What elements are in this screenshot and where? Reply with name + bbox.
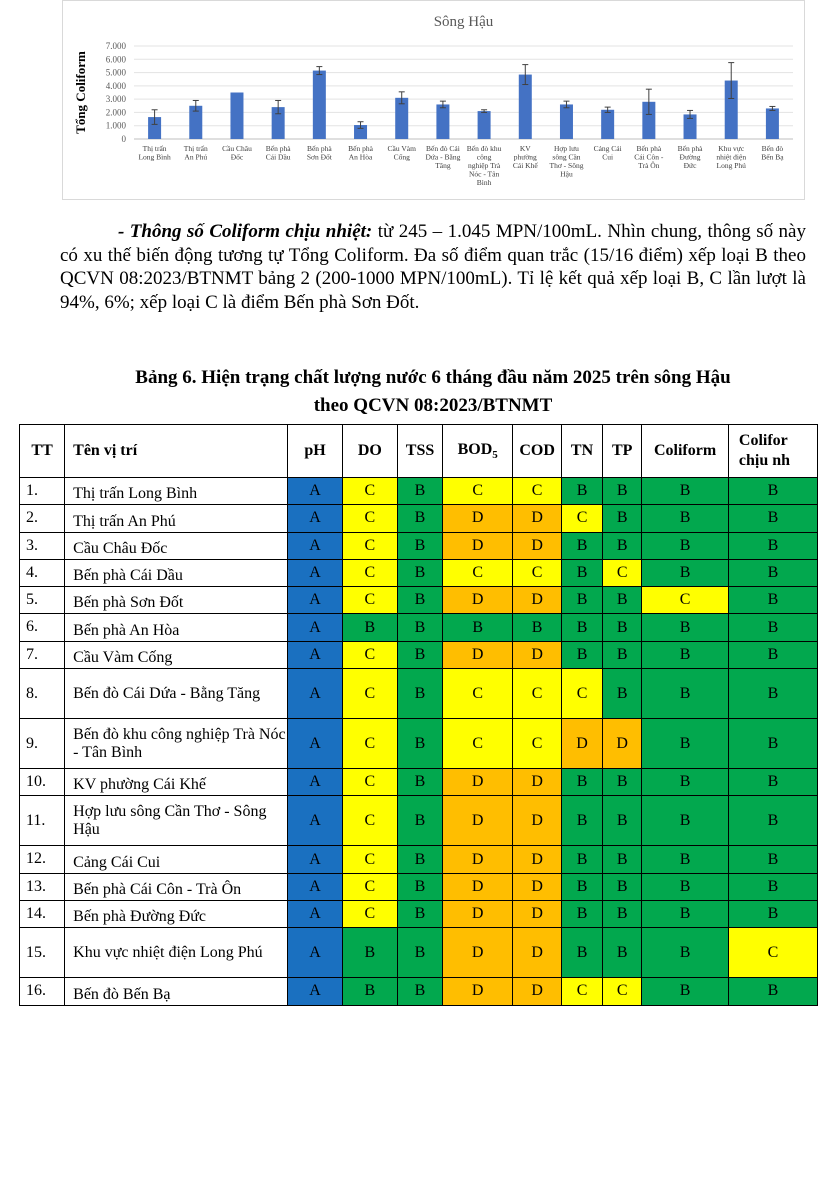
x-tick-line: Cui [602,152,614,162]
cell-ph: A [288,873,343,900]
cell-tss: B [397,669,442,719]
cell-coliform: B [642,846,729,873]
cell-cod: C [513,478,562,505]
x-tick-line: Bến đò Cái [426,144,460,153]
y-tick-label: 2.000 [105,107,126,118]
table-caption [40,364,818,420]
x-tick-line: Đốc [230,152,244,162]
cell-tn: B [561,478,602,505]
x-tick-label [761,144,784,162]
cell-coliform: B [642,641,729,668]
cell-cod: D [513,505,562,532]
cell-coliform: B [642,719,729,769]
y-tick-label: 7.000 [105,41,126,51]
cell-tp: D [603,719,642,769]
header-location: Tên vị trí [65,425,288,478]
table-row [20,719,818,769]
cell-coliform: B [642,478,729,505]
row-number: 2. [20,505,65,532]
row-location: Cảng Cái Cui [65,846,288,873]
table-row [20,614,818,641]
cell-tss: B [397,641,442,668]
table-row [20,669,818,719]
row-number: 3. [20,532,65,559]
x-tick-label [348,144,373,162]
x-tick-label [716,144,746,170]
cell-ph: A [288,532,343,559]
row-number: 13. [20,873,65,900]
cell-do: B [342,978,397,1005]
x-tick-line: Thị trấn [183,144,208,153]
cell-tss: B [397,532,442,559]
cell-coliform: B [642,614,729,641]
coliform-paragraph [60,220,806,314]
row-location: Hợp lưu sông Cần Thơ - Sông Hậu [65,796,288,846]
cell-tn: B [561,587,602,614]
table-row [20,641,818,668]
cell-bod5: D [443,900,513,927]
cell-bod5: C [443,559,513,586]
x-tick-line: Hợp lưu [554,144,579,153]
cell-do: C [342,769,397,796]
x-tick-line: sông Cần [552,152,581,162]
cell-coliform: B [642,796,729,846]
x-tick-line: công [476,152,492,162]
cell-thermo-coliform: B [728,769,817,796]
x-tick-line: Long Bình [138,152,171,162]
cell-cod: C [513,669,562,719]
x-tick-line: Bến phà [306,144,332,153]
cell-tn: B [561,928,602,978]
header-ph: pH [288,425,343,478]
cell-tn: B [561,614,602,641]
cell-cod: B [513,614,562,641]
x-tick-label [307,144,333,162]
table-row [20,846,818,873]
row-number: 15. [20,928,65,978]
bar [601,110,614,139]
y-tick-label: 1.000 [105,120,126,131]
row-location: Thị trấn Long Bình [65,478,288,505]
cell-bod5: C [443,669,513,719]
header-tt: TT [20,425,65,478]
x-tick-line: Bến phà [265,144,291,153]
row-number: 5. [20,587,65,614]
header-thermo-coliform [728,425,817,478]
row-location: Thị trấn An Phú [65,505,288,532]
cell-tp: B [603,769,642,796]
cell-cod: D [513,873,562,900]
row-number: 7. [20,641,65,668]
x-tick-line: nhiệt điện [716,152,747,162]
bar [560,104,573,139]
cell-bod5: D [443,641,513,668]
cell-tn: B [561,641,602,668]
cell-do: C [342,846,397,873]
x-tick-line: Long Phú [716,161,746,170]
cell-bod5: C [443,719,513,769]
x-tick-line: Khu vực [718,144,745,153]
cell-ph: A [288,559,343,586]
bar [766,108,779,139]
x-tick-label [678,144,703,170]
x-tick-line: Nóc - Tân [468,169,500,179]
cell-thermo-coliform: B [728,873,817,900]
cell-thermo-coliform: B [728,669,817,719]
cell-thermo-coliform: B [728,614,817,641]
cell-thermo-coliform: B [728,796,817,846]
cell-do: B [342,614,397,641]
cell-tp: B [603,614,642,641]
x-tick-line: KV [519,144,531,153]
cell-tn: C [561,505,602,532]
cell-cod: D [513,928,562,978]
cell-tss: B [397,478,442,505]
cell-do: C [342,478,397,505]
row-location: Bến đò Cái Dứa - Bằng Tăng [65,669,288,719]
row-number: 4. [20,559,65,586]
cell-thermo-coliform: B [728,478,817,505]
cell-tss: B [397,928,442,978]
cell-tp: C [603,559,642,586]
cell-cod: D [513,532,562,559]
cell-tn: B [561,532,602,559]
x-tick-line: Cống [393,152,410,162]
chart-canvas [63,1,806,201]
cell-thermo-coliform: B [728,978,817,1005]
cell-tp: B [603,532,642,559]
table-header-row [20,425,818,478]
cell-do: B [342,928,397,978]
cell-bod5: D [443,978,513,1005]
cell-tn: B [561,873,602,900]
row-number: 16. [20,978,65,1005]
header-tp: TP [603,425,642,478]
cell-ph: A [288,978,343,1005]
water-quality-table [19,424,818,1006]
cell-cod: D [513,796,562,846]
cell-tp: B [603,873,642,900]
cell-ph: A [288,900,343,927]
cell-ph: A [288,478,343,505]
cell-thermo-coliform: B [728,641,817,668]
bar-chart [62,0,805,200]
x-tick-label [513,144,538,170]
header-bod-main: BOD [457,440,493,458]
cell-cod: C [513,559,562,586]
x-tick-line: Sơn Đốt [306,152,332,162]
cell-coliform: B [642,532,729,559]
row-location: Bến phà Cái Dầu [65,559,288,586]
x-tick-line: Cảng Cái [593,144,622,153]
cell-tss: B [397,559,442,586]
x-tick-label [549,144,583,179]
table-row [20,796,818,846]
row-location: Cầu Châu Đốc [65,532,288,559]
cell-ph: A [288,719,343,769]
bar [478,111,491,139]
cell-coliform: B [642,928,729,978]
cell-bod5: D [443,846,513,873]
cell-thermo-coliform: B [728,719,817,769]
table-row [20,559,818,586]
table-row [20,478,818,505]
header-thermo-line-1: Colifor [738,432,788,449]
cell-bod5: D [443,928,513,978]
header-tss: TSS [397,425,442,478]
cell-thermo-coliform: B [728,846,817,873]
cell-bod5: D [443,796,513,846]
x-tick-line: nghiệp Trà [467,161,501,170]
row-location: Bến đò Bến Bạ [65,978,288,1005]
y-tick-label: 0 [121,134,126,144]
cell-ph: A [288,928,343,978]
table-row [20,928,818,978]
cell-tp: B [603,928,642,978]
header-bod-sub: 5 [492,449,498,462]
cell-tss: B [397,873,442,900]
cell-tp: B [603,478,642,505]
x-tick-line: Bình [476,178,492,187]
row-location: Khu vực nhiệt điện Long Phú [65,928,288,978]
cell-do: C [342,559,397,586]
cell-tn: C [561,978,602,1005]
cell-do: C [342,719,397,769]
x-tick-line: Bến đò khu [466,144,502,153]
x-tick-label [467,144,502,187]
cell-cod: D [513,900,562,927]
x-tick-line: Đường [679,152,701,162]
bar [230,93,243,140]
x-tick-label [388,144,417,162]
x-tick-line: Đức [683,161,697,170]
x-tick-line: Bến Bạ [761,152,784,162]
x-tick-line: Bến phà [348,144,373,153]
cell-ph: A [288,846,343,873]
cell-coliform: B [642,978,729,1005]
cell-ph: A [288,669,343,719]
x-tick-line: phường [513,152,537,162]
cell-tss: B [397,900,442,927]
y-axis-label: Tổng Coliform [73,51,88,134]
x-tick-line: Tăng [435,161,451,170]
cell-bod5: D [443,873,513,900]
row-number: 12. [20,846,65,873]
cell-do: C [342,669,397,719]
cell-cod: C [513,719,562,769]
cell-bod5: D [443,769,513,796]
cell-coliform: B [642,559,729,586]
row-number: 9. [20,719,65,769]
cell-bod5: C [443,478,513,505]
x-tick-line: Hậu [560,169,573,179]
x-tick-label [138,144,171,162]
x-tick-line: Thơ - Sông [549,161,584,170]
cell-thermo-coliform: B [728,900,817,927]
cell-ph: A [288,505,343,532]
cell-thermo-coliform: B [728,505,817,532]
cell-thermo-coliform: C [728,928,817,978]
cell-tp: B [603,796,642,846]
cell-ph: A [288,641,343,668]
cell-tss: B [397,719,442,769]
cell-tn: B [561,846,602,873]
cell-tp: B [603,846,642,873]
cell-coliform: C [642,587,729,614]
cell-tp: B [603,669,642,719]
cell-coliform: B [642,769,729,796]
cell-do: C [342,505,397,532]
cell-coliform: B [642,669,729,719]
cell-cod: D [513,641,562,668]
paragraph-lead: - Thông số Coliform chịu nhiệt: [118,221,373,242]
row-location: Bến đò khu công nghiệp Trà Nóc - Tân Bình [65,719,288,769]
chart-title: Sông Hậu [433,14,494,30]
cell-thermo-coliform: B [728,559,817,586]
bar [313,71,326,139]
cell-do: C [342,641,397,668]
row-location: Bến phà Đường Đức [65,900,288,927]
table-row [20,873,818,900]
x-tick-label [425,144,460,170]
cell-tp: B [603,587,642,614]
x-tick-line: Cái Dầu [265,152,291,162]
cell-tss: B [397,796,442,846]
cell-tp: B [603,505,642,532]
x-tick-line: An Phú [184,152,208,162]
x-tick-line: Cầu Châu [222,144,252,153]
cell-tss: B [397,587,442,614]
cell-tp: B [603,900,642,927]
y-tick-label: 5.000 [105,67,126,78]
header-thermo-line-2: chịu nh [738,452,791,469]
table-row [20,900,818,927]
table-row [20,978,818,1005]
cell-bod5: D [443,532,513,559]
table-row [20,505,818,532]
cell-bod5: D [443,587,513,614]
cell-tn: B [561,796,602,846]
x-tick-line: Cầu Vàm [387,144,416,153]
paragraph-body: từ 245 – 1.045 MPN/100mL. Nhìn chung, thông số này có xu thế biến động tương tự Tổng Coliform. Đa số điểm quan trắc (15/16 điểm) xếp loại B theo QCVN 08:2023/BTNMT bảng 2 (200-1000 MPN/100mL). Tỉ lệ kết quả xếp loại B, C lần lượt là 94%, 6%; xếp loại C là điểm Bến phà Sơn Đốt. [60,221,806,313]
cell-cod: D [513,978,562,1005]
y-tick-label: 3.000 [105,94,126,105]
cell-do: C [342,873,397,900]
cell-tn: C [561,669,602,719]
y-tick-label: 4.000 [105,80,126,91]
cell-ph: A [288,614,343,641]
cell-coliform: B [642,873,729,900]
table-row [20,587,818,614]
row-location: KV phường Cái Khế [65,769,288,796]
x-tick-line: Cái Khế [512,161,538,170]
cell-do: C [342,532,397,559]
x-tick-label [184,144,208,162]
cell-tn: D [561,719,602,769]
cell-cod: D [513,846,562,873]
cell-do: C [342,587,397,614]
cell-tss: B [397,769,442,796]
row-number: 14. [20,900,65,927]
row-location: Bến phà An Hòa [65,614,288,641]
x-tick-line: Bến phà [677,144,703,153]
row-location: Bến phà Sơn Đốt [65,587,288,614]
x-tick-line: An Hòa [348,152,373,162]
cell-cod: D [513,769,562,796]
x-tick-line: Bến đò [761,144,784,153]
x-tick-line: Dứa - Bằng [425,152,461,162]
cell-ph: A [288,796,343,846]
x-tick-label [266,144,291,162]
row-number: 6. [20,614,65,641]
cell-thermo-coliform: B [728,587,817,614]
cell-coliform: B [642,900,729,927]
header-do: DO [342,425,397,478]
cell-ph: A [288,587,343,614]
x-tick-line: Trà Ôn [638,161,660,170]
cell-tn: B [561,769,602,796]
x-tick-line: Bến phà [636,144,662,153]
x-tick-line: Thị trấn [142,144,167,153]
header-cod: COD [513,425,562,478]
bar [436,104,449,139]
caption-line-2: theo QCVN 08:2023/BTNMT [313,395,553,416]
cell-tp: C [603,978,642,1005]
x-tick-label [594,144,622,162]
table-row [20,532,818,559]
cell-tss: B [397,614,442,641]
cell-bod5: D [443,505,513,532]
cell-tn: B [561,559,602,586]
caption-line-1: Bảng 6. Hiện trạng chất lượng nước 6 tháng đầu năm 2025 trên sông Hậu [135,367,731,388]
x-tick-label [634,144,664,170]
row-location: Bến phà Cái Côn - Trà Ôn [65,873,288,900]
cell-tss: B [397,505,442,532]
cell-coliform: B [642,505,729,532]
y-tick-label: 6.000 [105,54,126,65]
cell-do: C [342,796,397,846]
x-tick-line: Cái Côn - [634,152,664,162]
table-row [20,769,818,796]
cell-tn: B [561,900,602,927]
cell-cod: D [513,587,562,614]
header-coliform: Coliform [642,425,729,478]
row-number: 1. [20,478,65,505]
row-number: 8. [20,669,65,719]
row-number: 10. [20,769,65,796]
row-number: 11. [20,796,65,846]
cell-tss: B [397,978,442,1005]
header-bod5 [443,425,513,478]
cell-thermo-coliform: B [728,532,817,559]
row-location: Cầu Vàm Cống [65,641,288,668]
cell-tp: B [603,641,642,668]
cell-ph: A [288,769,343,796]
cell-do: C [342,900,397,927]
cell-tss: B [397,846,442,873]
cell-bod5: B [443,614,513,641]
x-tick-label [222,144,252,162]
header-tn: TN [561,425,602,478]
